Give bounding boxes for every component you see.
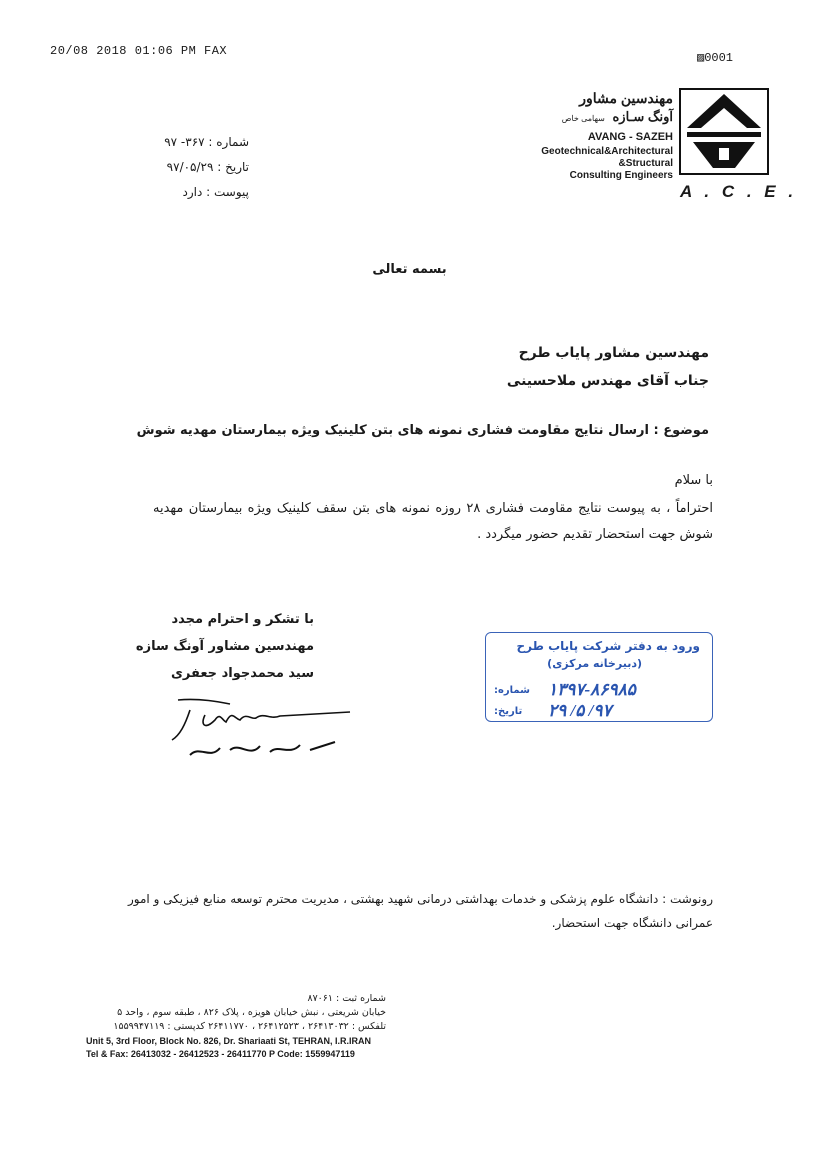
stamp-number-label: شماره: (494, 685, 530, 696)
recipient-line-2: جناب آقای مهندس ملاحسینی (506, 373, 709, 389)
company-logo-icon (679, 88, 769, 175)
closing-line-1: با تشکر و احترام مجدد (171, 612, 314, 627)
stamp-date-value: ۹۷/ ۵/ ۲۹ (548, 701, 612, 720)
greeting: با سلام (674, 473, 713, 488)
subject: موضوع : ارسال نتایج مقاومت فشاری نمونه های بتن کلینیک ویژه بیمارستان مهدیه شوش (136, 423, 709, 438)
company-desc-2: &Structural (618, 158, 673, 169)
company-desc-1: Geotechnical&Architectural (541, 146, 673, 157)
closing-line-2: مهندسین مشاور آونگ سازه (135, 639, 314, 654)
company-desc-3: Consulting Engineers (569, 170, 673, 181)
closing-line-3: سید محمدجواد جعفری (170, 666, 314, 681)
page-number: ▨0001 (696, 51, 733, 65)
recipient-line-1: مهندسین مشاور پایاب طرح (518, 345, 709, 361)
footer-reg: شماره ثبت : ۸۷۰۶۱ (307, 993, 386, 1004)
heading: بسمه تعالی (372, 262, 447, 277)
company-name-en: AVANG - SAZEH (587, 131, 673, 143)
footer-address-fa: خیابان شریعتی ، نبش خیابان هویزه ، پلاک ۸۲۶ ، طبقه سوم ، واحد ۵ (117, 1007, 386, 1018)
stamp-title: ورود به دفتر شرکت پایاب طرح (516, 639, 700, 653)
company-abbrev: A . C . E . (680, 182, 798, 201)
body-text: احتراماً ، به پیوست نتایج مقاومت فشاری ۲۸ روزه نمونه های بتن سقف کلینیک ویژه بیمارستان مهدیه شوش جهت استحضار تقدیم حضور میگردد . (153, 501, 714, 542)
letter-attachment: پیوست : دارد (182, 185, 249, 199)
footer-tel-en: Tel & Fax: 26413032 - 26412523 - 26411770 P Code: 1559947119 (86, 1049, 355, 1059)
stamp-number-value: ۱۳۹۷-۸۶۹۸۵ (548, 680, 636, 699)
company-name-fa-1: مهندسین مشاور (579, 90, 673, 106)
footer-tel-fa: تلفکس : ۲۶۴۱۳۰۳۲ ، ۲۶۴۱۲۵۲۳ ، ۲۶۴۱۱۷۷۰ کدپستی : ۱۵۵۹۹۴۷۱۱۹ (113, 1021, 386, 1032)
fax-page-icon: ▨ (696, 51, 705, 65)
footer-address-en: Unit 5, 3rd Floor, Block No. 826, Dr. Shariaati St, TEHRAN, I.R.IRAN (86, 1036, 372, 1046)
letter-date: تاریخ : ۹۷/۰۵/۲۹ (166, 160, 249, 174)
fax-header: 20/08 2018 01:06 PM FAX (50, 44, 228, 58)
stamp-date-label: تاریخ: (494, 706, 523, 717)
stamp-subtitle: (دبیرخانه مرکزی) (547, 657, 642, 670)
receipt-stamp (485, 632, 713, 722)
signature-icon (160, 690, 360, 770)
company-name-fa-2: آونگ سـازه سهامی خاص (561, 109, 673, 124)
cc-text: رونوشت : دانشگاه علوم پزشکی و خدمات بهداشتی درمانی شهید بهشتی ، مدیریت محترم توسعه منابع فیزیکی و امور عمرانی دانشگاه جهت استحضار. (128, 892, 713, 930)
letter-number: شماره : ۳۶۷- ۹۷ (164, 135, 249, 149)
